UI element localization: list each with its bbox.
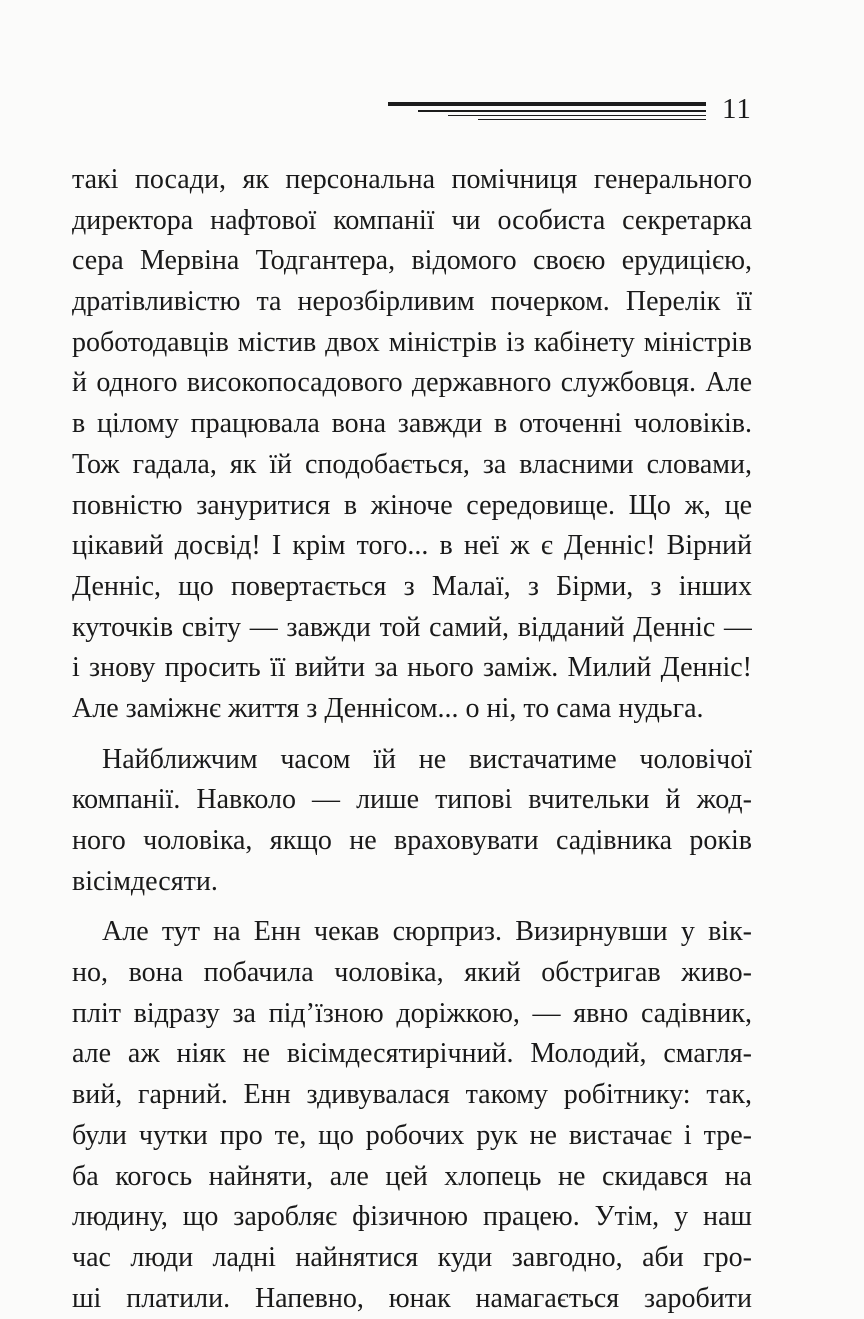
text-line: Найближчим часом їй не вистачатиме чоловічої [102, 743, 752, 775]
text-line: куточків світу — завжди той самий, відданий Денніс — [72, 611, 752, 643]
text-line: цікавий досвід! І крім того... в неї ж є Денніс! Вірний [72, 530, 752, 562]
page-number: 11 [722, 93, 752, 125]
running-header [388, 92, 760, 128]
header-rule [478, 119, 706, 120]
text-line: такі посади, як персональна помічниця генерального [72, 164, 752, 195]
text-line: пліт відразу за під’їзною доріжкою, — явно садівник, [72, 997, 752, 1029]
text-line: дратівливістю та нерозбірливим почерком. Перелік її [72, 286, 752, 318]
text-line: роботодавців містив двох міністрів із кабінету міністрів [72, 326, 752, 358]
paragraph-3 [72, 912, 752, 1319]
text-line: вий, гарний. Енн здивувалася такому робітнику: так, [72, 1079, 752, 1111]
body-text [72, 160, 752, 1319]
text-line: в цілому працювала вона завжди в оточенні чоловіків. [72, 408, 752, 440]
text-line: сера Мервіна Тодгантера, відомого своєю ерудицією, [72, 245, 752, 277]
text-line: директора нафтової компанії чи особиста секретарка [72, 204, 752, 236]
header-decorative-rules [388, 102, 706, 122]
text-line: Але тут на Енн чекав сюрприз. Визирнувши у вік- [102, 916, 752, 948]
text-line: ного чоловіка, якщо не враховувати садівника років [72, 825, 752, 856]
text-line: вісімдесяти. [72, 865, 218, 897]
text-line: Тож гадала, як їй сподобається, за власними словами, [72, 448, 752, 480]
paragraph-gap [72, 902, 752, 912]
text-line: Але заміжнє життя з Деннісом... о ні, то сама нудьга. [72, 692, 704, 724]
text-line: ші платили. Напевно, юнак намагається заробити [72, 1282, 752, 1314]
text-line: час люди ладні найнятися куди завгодно, аби гро- [72, 1241, 752, 1273]
text-line: повністю зануритися в жіноче середовище. Що ж, це [72, 489, 752, 521]
text-line: Денніс, що повертається з Малаї, з Бірми, з інших [72, 570, 752, 602]
text-line: але аж ніяк не вісімдесятирічний. Молодий, смагля- [72, 1038, 752, 1070]
paragraph-1 [72, 160, 752, 730]
text-line: і знову просить її вийти за нього заміж. Милий Денніс! [72, 652, 752, 684]
text-line: людину, що заробляє фізичною працею. Утім, у наш [72, 1201, 752, 1233]
text-line: но, вона побачила чоловіка, який обстригав живо- [72, 957, 752, 989]
header-rule [388, 102, 706, 106]
text-line: ба когось найняти, але цей хлопець не скидався на [72, 1160, 752, 1192]
header-rule [418, 110, 706, 112]
text-line: й одного високопосадового державного службовця. Але [72, 367, 752, 399]
text-line: були чутки про те, що робочих рук не вистачає і тре- [72, 1119, 752, 1151]
paragraph-gap [72, 730, 752, 740]
header-rule [448, 115, 706, 116]
text-line: компанії. Навколо — лише типові вчительки й жод- [72, 784, 752, 816]
paragraph-2 [72, 740, 752, 903]
